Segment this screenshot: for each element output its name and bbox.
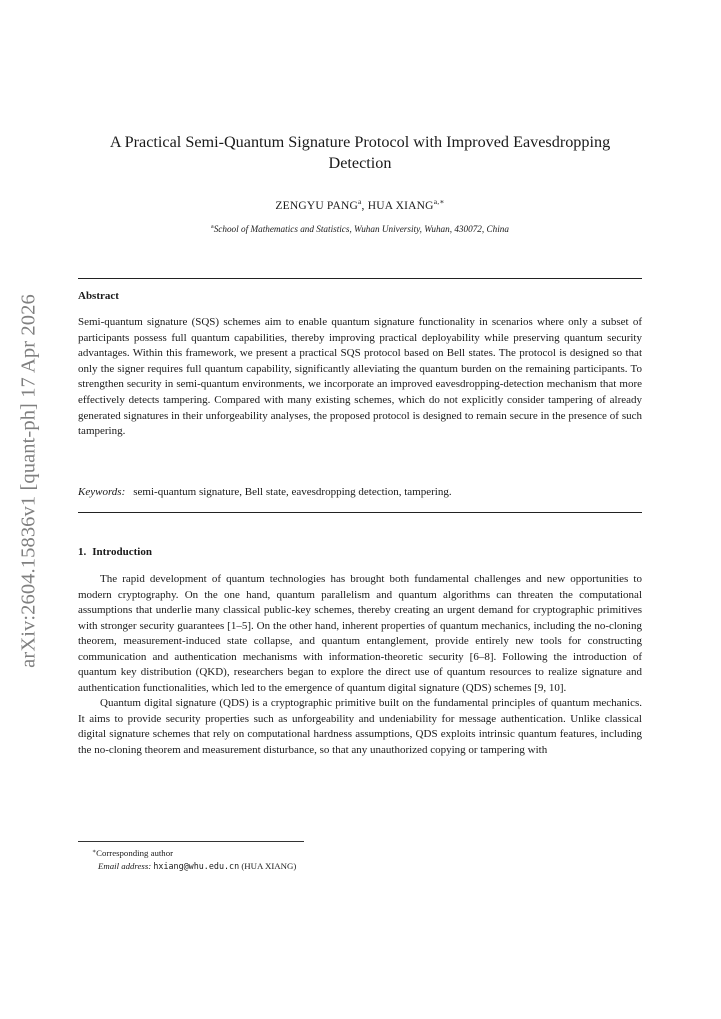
footnote-email-line xyxy=(78,860,642,873)
keywords-label: Keywords: xyxy=(78,486,126,498)
affiliation xyxy=(78,224,642,234)
keywords-line xyxy=(78,485,642,500)
section-title: Introduction xyxy=(92,546,152,558)
footnote-corresponding-author xyxy=(78,846,642,860)
footnote xyxy=(78,846,642,873)
footnote-mark: ∗ xyxy=(92,849,97,855)
author-list xyxy=(78,197,642,212)
arxiv-identifier-text: arXiv:2604.15836v1 [quant-ph] 17 Apr 2026 xyxy=(17,294,40,668)
author-name: ZENGYU PANG xyxy=(275,200,358,212)
section-heading-introduction xyxy=(78,546,152,558)
affiliation-mark: a xyxy=(211,224,214,230)
introduction-body xyxy=(78,572,642,759)
introduction-paragraph: The rapid development of quantum technologies has brought both fundamental challenges and new opportunities to modern cryptography. On the one hand, quantum parallelism and quantum algorithms can threaten the computational assumptions that underlie many classical public-key schemes, thereby creating an urgent demand for cryptographic primitives with stronger security guarantees [1–5]. On the other hand, inherent properties of quantum mechanics, including the no-cloning theorem, measurement-induced state collapse, and quantum entanglement, provide entirely new tools for constructing communication and authentication mechanisms with information-theoretic security [6–8]. Following the introduction of quantum key distribution (QKD), researchers began to explore the direct use of quantum resources to realize signature and authentication functionalities, which led to the emergence of quantum digital signature (QDS) schemes [9, 10]. xyxy=(78,573,642,694)
abstract-heading: Abstract xyxy=(78,290,119,302)
affiliation-text: School of Mathematics and Statistics, Wuhan University, Wuhan, 430072, China xyxy=(213,224,509,234)
email-owner: (HUA XIANG) xyxy=(241,861,297,871)
footnote-rule xyxy=(78,841,304,842)
author-mark: a xyxy=(358,197,362,206)
author-name: HUA XIANG xyxy=(367,200,434,212)
abstract-top-rule xyxy=(78,278,642,279)
footnote-label: Corresponding author xyxy=(96,848,174,858)
abstract-body: Semi-quantum signature (SQS) schemes aim to enable quantum signature functionality in scenarios where only a subset of participants possess full quantum capabilities, thereby improving practical deployability while preserving quantum security advantages. Within this framework, we present a practical SQS protocol based on Bell states. The protocol is designed so that only the signer requires full quantum capability, significantly alleviating the quantum burden on the remaining participants. To strengthen security in semi-quantum environments, we incorporate an improved eavesdropping-detection mechanism that more effectively detects tampering. Compared with many existing schemes, which do not explicitly consider tampering of already generated signatures in their unforgeability analyses, the proposed protocol is designed to remain secure in the presence of such tampering. xyxy=(78,316,642,438)
abstract-bottom-rule xyxy=(78,512,642,513)
section-number: 1. xyxy=(78,546,87,558)
email-label: Email address: xyxy=(98,861,152,871)
introduction-paragraph: Quantum digital signature (QDS) is a cryptographic primitive built on the fundamental principles of quantum mechanics. It aims to provide security properties such as unforgeability and undeniability for message authentication. Unlike classical digital signature schemes that rely on computational hardness assumptions, QDS exploits intrinsic quantum features, including the no-cloning theorem and measurement disturbance, so that any unauthorized copying or tampering with xyxy=(78,697,642,757)
arxiv-identifier-stamp xyxy=(16,285,42,677)
author-separator: , xyxy=(361,200,368,212)
keywords-text: semi-quantum signature, Bell state, eavesdropping detection, tampering. xyxy=(133,486,452,498)
author-mark: a,∗ xyxy=(433,197,445,206)
email-address[interactable]: hxiang@whu.edu.cn xyxy=(153,861,240,871)
paper-title: A Practical Semi-Quantum Signature Protocol with Improved Eavesdropping Detection xyxy=(109,133,611,172)
